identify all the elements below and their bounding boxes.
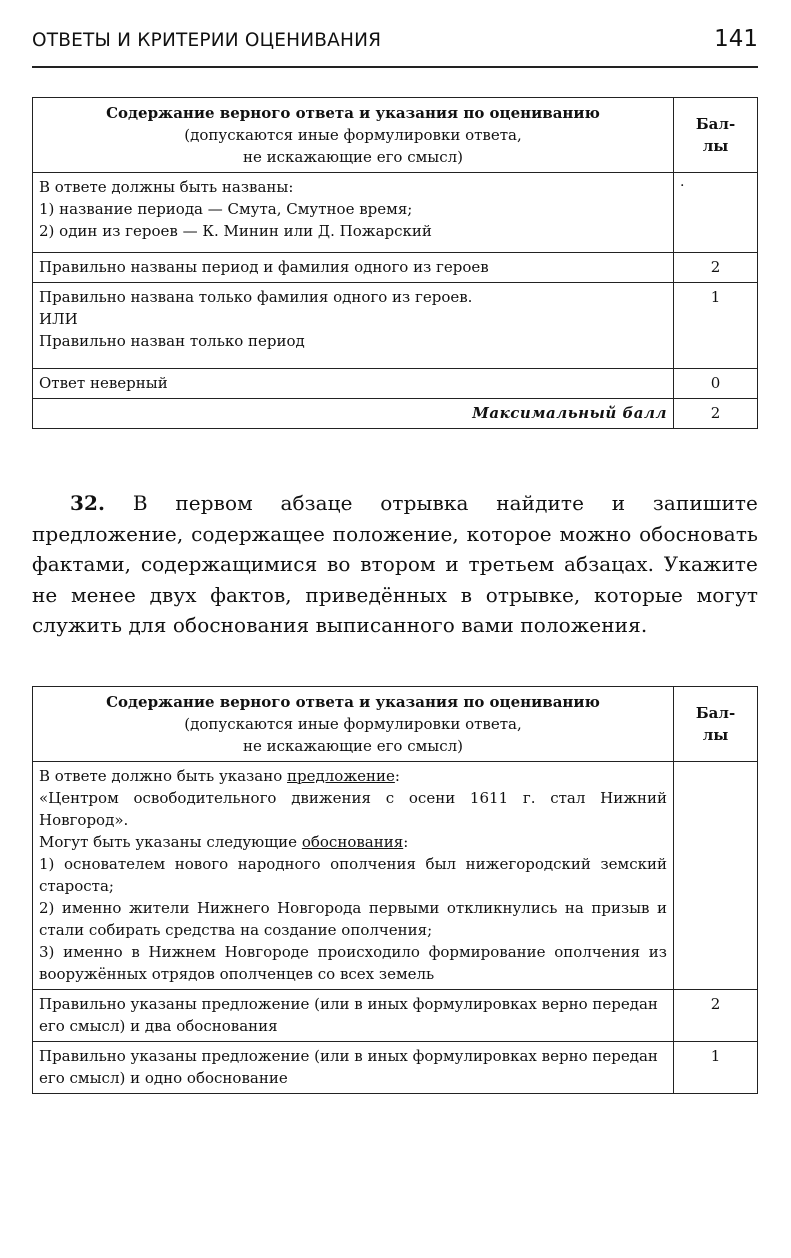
answer-intro-underlined: предложение bbox=[287, 767, 395, 785]
criterion-text: Правильно названы период и фамилия одного из героев bbox=[33, 253, 674, 283]
header-line-2: (допускаются иные формулировки ответа, bbox=[184, 126, 522, 144]
answer-line-3: 2) один из героев — К. Минин или Д. Пожарский bbox=[39, 222, 432, 240]
answer-line-2: 1) название периода — Смута, Смутное время; bbox=[39, 200, 413, 218]
criterion-points: 1 bbox=[674, 283, 758, 369]
criteria-table-31 bbox=[32, 97, 758, 429]
criteria-table-32 bbox=[32, 686, 758, 1094]
content-header-cell bbox=[33, 98, 674, 173]
answer-basis-intro bbox=[39, 831, 667, 853]
answer-cell bbox=[33, 762, 674, 990]
criterion-text: Правильно указаны предложение (или в иных формулировках верно передан его смысл) и одно обоснование bbox=[33, 1042, 674, 1094]
points-header-label: Бал- лы bbox=[695, 115, 736, 155]
max-score-points: 2 bbox=[674, 399, 758, 429]
table-row bbox=[33, 990, 758, 1042]
criterion-points: 2 bbox=[674, 990, 758, 1042]
points-header-cell bbox=[674, 687, 758, 762]
task-32 bbox=[32, 488, 758, 641]
table-header-row bbox=[33, 98, 758, 173]
answer-intro-colon: : bbox=[394, 767, 400, 785]
running-header bbox=[32, 22, 758, 68]
basis-intro-underlined: обоснования bbox=[301, 833, 404, 851]
basis-intro-text: Могут быть указаны следующие bbox=[39, 833, 302, 851]
header-line-3: не искажающие его смысл) bbox=[242, 148, 464, 166]
points-header-cell bbox=[674, 98, 758, 173]
page-number: 141 bbox=[714, 26, 758, 52]
header-line-1: Содержание верного ответа и указания по оцениванию bbox=[106, 104, 600, 122]
header-line-3: не искажающие его смысл) bbox=[242, 737, 464, 755]
answer-row bbox=[33, 762, 758, 990]
header-line-2: (допускаются иные формулировки ответа, bbox=[184, 715, 522, 733]
answer-row bbox=[33, 173, 758, 253]
task-number: 32. bbox=[70, 491, 106, 515]
answer-quote: «Центром освободительного движения с осени 1611 г. стал Нижний Новгород». bbox=[39, 789, 667, 829]
criterion-points: 2 bbox=[674, 253, 758, 283]
points-header-label: Бал- лы bbox=[695, 704, 736, 744]
basis-item-1: 1) основателем нового народного ополчения был нижегородский земский староста; bbox=[39, 855, 667, 895]
basis-item-2: 2) именно жители Нижнего Новгорода первыми откликнулись на призыв и стали собирать средства на создание ополчения; bbox=[39, 899, 667, 939]
max-score-row bbox=[33, 399, 758, 429]
criterion-points: 0 bbox=[674, 369, 758, 399]
table-header-row bbox=[33, 687, 758, 762]
table-row bbox=[33, 1042, 758, 1094]
basis-intro-colon: : bbox=[403, 833, 409, 851]
header-title: ОТВЕТЫ И КРИТЕРИИ ОЦЕНИВАНИЯ bbox=[32, 30, 382, 51]
max-score-label: Максимальный балл bbox=[33, 399, 674, 429]
answer-cell bbox=[33, 173, 674, 253]
answer-intro-text: В ответе должно быть указано bbox=[39, 767, 288, 785]
criterion-line-3: Правильно назван только период bbox=[39, 332, 305, 350]
answer-points-cell bbox=[674, 173, 758, 253]
criterion-text: Правильно указаны предложение (или в иных формулировках верно передан его смысл) и два обоснования bbox=[33, 990, 674, 1042]
stray-mark: . bbox=[680, 174, 685, 190]
criterion-line-1: Правильно названа только фамилия одного из героев. bbox=[39, 288, 473, 306]
table-row bbox=[33, 369, 758, 399]
answer-intro bbox=[39, 765, 667, 787]
answer-line-1: В ответе должны быть названы: bbox=[39, 178, 294, 196]
header-line-1: Содержание верного ответа и указания по оцениванию bbox=[106, 693, 600, 711]
answer-points-cell bbox=[674, 762, 758, 990]
criterion-line-2: ИЛИ bbox=[39, 310, 78, 328]
table-row bbox=[33, 283, 758, 369]
criterion-text: Ответ неверный bbox=[33, 369, 674, 399]
task-text: В первом абзаце отрывка найдите и запишите предложение, содержащее положение, которое можно обосновать фактами, содержащимися во втором и третьем абзацах. Укажите не менее двух фактов, приведённых в отрывке, которые могут служить для обоснования выписанного вами положения. bbox=[32, 491, 758, 637]
table-row bbox=[33, 253, 758, 283]
criterion-points: 1 bbox=[674, 1042, 758, 1094]
criterion-cell bbox=[33, 283, 674, 369]
basis-item-3: 3) именно в Нижнем Новгороде происходило формирование ополчения из вооружённых отрядов ополченцев со всех земель bbox=[39, 943, 667, 983]
content-header-cell bbox=[33, 687, 674, 762]
